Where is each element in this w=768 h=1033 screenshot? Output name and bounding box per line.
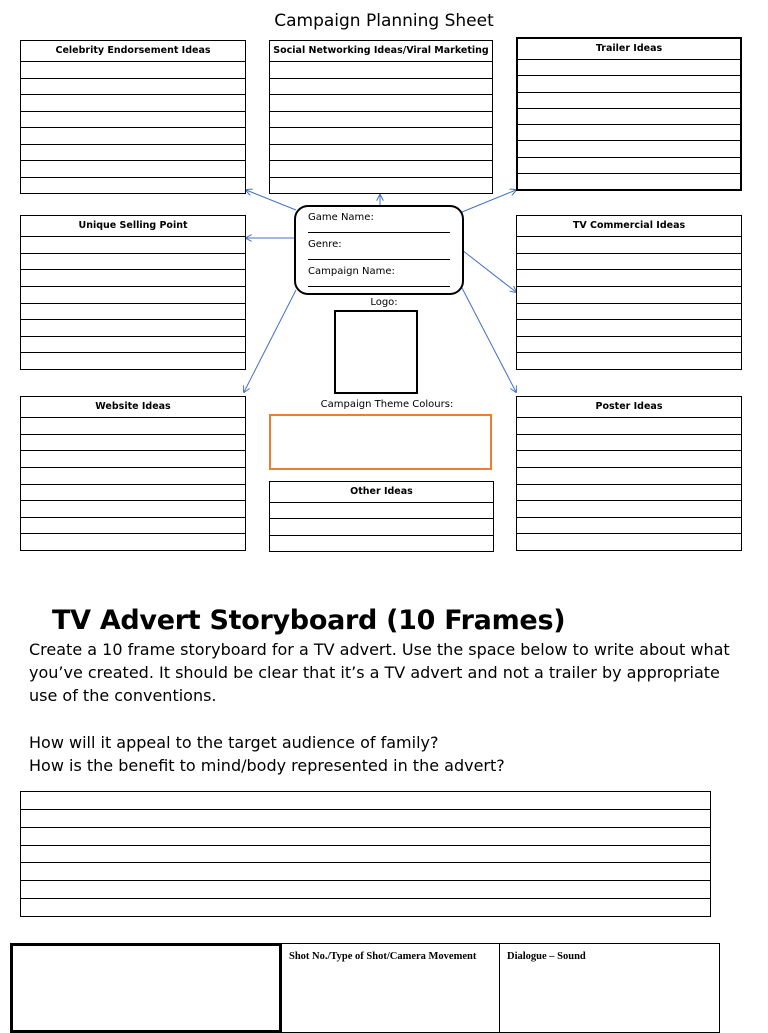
writing-line[interactable] <box>517 353 741 369</box>
writing-line[interactable] <box>518 174 740 189</box>
question-line: How will it appeal to the target audience of family? <box>29 733 439 752</box>
other-ideas-box[interactable] <box>269 481 494 552</box>
writing-line[interactable] <box>518 76 740 92</box>
column-divider <box>499 943 500 1033</box>
writing-line[interactable] <box>517 435 741 452</box>
writing-line[interactable] <box>518 158 740 174</box>
storyboard-title: TV Advert Storyboard (10 Frames) <box>52 605 566 636</box>
writing-line[interactable] <box>270 161 492 178</box>
writing-line[interactable] <box>517 254 741 271</box>
writing-line[interactable] <box>518 93 740 109</box>
writing-line[interactable] <box>21 881 710 899</box>
sheet-title: Campaign Planning Sheet <box>274 11 494 31</box>
answer-lines-box[interactable] <box>20 791 711 917</box>
writing-line[interactable] <box>270 145 492 162</box>
writing-line[interactable] <box>517 270 741 287</box>
campaign-name-field[interactable] <box>308 286 450 287</box>
writing-line[interactable] <box>21 485 245 502</box>
website-ideas-box[interactable] <box>20 396 246 551</box>
writing-line[interactable] <box>21 62 245 79</box>
writing-line[interactable] <box>517 518 741 535</box>
game-name-label: Game Name: <box>308 212 374 223</box>
writing-line[interactable] <box>21 128 245 145</box>
theme-colours-label: Campaign Theme Colours: <box>320 399 454 410</box>
genre-field[interactable] <box>308 259 450 260</box>
writing-line[interactable] <box>270 112 492 129</box>
campaign-name-label: Campaign Name: <box>308 266 395 277</box>
dialogue-sound-header: Dialogue – Sound <box>507 951 586 962</box>
writing-line[interactable] <box>518 125 740 141</box>
writing-line[interactable] <box>21 95 245 112</box>
question-line: How is the benefit to mind/body represented in the advert? <box>29 756 505 775</box>
writing-line[interactable] <box>518 109 740 125</box>
writing-line[interactable] <box>518 60 740 76</box>
writing-line[interactable] <box>21 254 245 271</box>
writing-line[interactable] <box>517 418 741 435</box>
box-heading: TV Commercial Ideas <box>517 216 741 237</box>
game-name-field[interactable] <box>308 232 450 233</box>
writing-line[interactable] <box>21 270 245 287</box>
box-heading: Celebrity Endorsement Ideas <box>21 41 245 62</box>
trailer-ideas-box[interactable] <box>516 37 742 191</box>
box-heading: Social Networking Ideas/Viral Marketing <box>270 41 492 62</box>
writing-line[interactable] <box>21 353 245 369</box>
shot-type-header: Shot No./Type of Shot/Camera Movement <box>289 951 477 962</box>
writing-line[interactable] <box>21 518 245 535</box>
box-heading: Website Ideas <box>21 397 245 418</box>
game-info-box[interactable] <box>294 205 464 295</box>
unique-selling-point-box[interactable] <box>20 215 246 370</box>
writing-line[interactable] <box>21 145 245 162</box>
writing-line[interactable] <box>21 79 245 96</box>
instruction-line: use of the conventions. <box>29 686 217 705</box>
writing-line[interactable] <box>21 320 245 337</box>
writing-line[interactable] <box>21 810 710 828</box>
writing-line[interactable] <box>517 485 741 502</box>
writing-line[interactable] <box>21 237 245 254</box>
theme-colours-box[interactable] <box>269 414 492 470</box>
instruction-line: Create a 10 frame storyboard for a TV advert. Use the space below to write about what <box>29 640 730 659</box>
writing-line[interactable] <box>21 418 245 435</box>
arrow-to-tv-commercial <box>462 250 516 292</box>
writing-line[interactable] <box>270 79 492 96</box>
writing-line[interactable] <box>21 178 245 194</box>
writing-line[interactable] <box>270 178 492 194</box>
writing-line[interactable] <box>270 519 493 535</box>
writing-line[interactable] <box>517 237 741 254</box>
writing-line[interactable] <box>21 501 245 518</box>
tv-commercial-ideas-box[interactable] <box>516 215 742 370</box>
box-heading: Unique Selling Point <box>21 216 245 237</box>
writing-line[interactable] <box>270 128 492 145</box>
instruction-line: you’ve created. It should be clear that it’s a TV advert and not a trailer by appropriate <box>29 663 720 682</box>
writing-line[interactable] <box>270 536 493 551</box>
writing-line[interactable] <box>270 95 492 112</box>
celebrity-endorsement-box[interactable] <box>20 40 246 194</box>
logo-box[interactable] <box>334 310 418 394</box>
genre-label: Genre: <box>308 239 342 250</box>
writing-line[interactable] <box>21 451 245 468</box>
writing-line[interactable] <box>21 534 245 550</box>
writing-line[interactable] <box>518 141 740 157</box>
storyboard-frame[interactable] <box>10 943 282 1033</box>
writing-line[interactable] <box>517 320 741 337</box>
writing-line[interactable] <box>21 161 245 178</box>
writing-line[interactable] <box>517 451 741 468</box>
logo-label: Logo: <box>370 297 398 308</box>
writing-line[interactable] <box>21 468 245 485</box>
writing-line[interactable] <box>517 468 741 485</box>
writing-line[interactable] <box>21 846 710 864</box>
box-heading: Other Ideas <box>270 482 493 503</box>
box-heading: Trailer Ideas <box>518 39 740 60</box>
writing-line[interactable] <box>21 899 710 916</box>
writing-line[interactable] <box>270 503 493 519</box>
writing-line[interactable] <box>517 534 741 550</box>
writing-line[interactable] <box>21 828 710 846</box>
writing-line[interactable] <box>270 62 492 79</box>
poster-ideas-box[interactable] <box>516 396 742 551</box>
writing-line[interactable] <box>517 337 741 354</box>
writing-line[interactable] <box>21 863 710 881</box>
storyboard-instructions <box>29 638 749 707</box>
writing-line[interactable] <box>21 337 245 354</box>
writing-line[interactable] <box>21 792 710 810</box>
storyboard-questions <box>29 731 749 777</box>
writing-line[interactable] <box>21 112 245 129</box>
social-networking-box[interactable] <box>269 40 493 194</box>
writing-line[interactable] <box>21 435 245 452</box>
writing-line[interactable] <box>517 501 741 518</box>
box-heading: Poster Ideas <box>517 397 741 418</box>
